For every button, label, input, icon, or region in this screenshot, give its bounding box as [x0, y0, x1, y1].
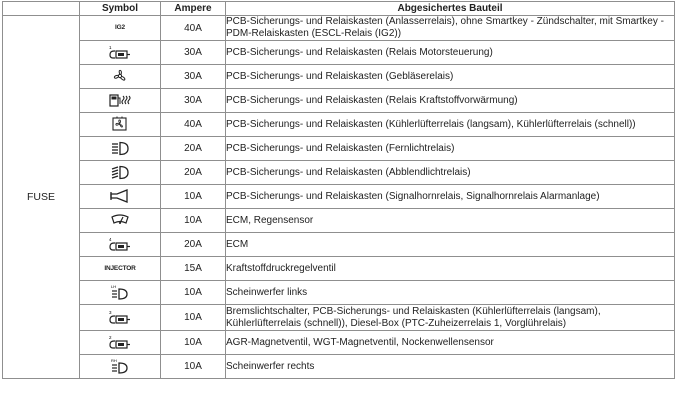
headlamp-side-label: RH [111, 358, 117, 364]
component-cell: Kraftstoffdruckregelventil [226, 257, 675, 281]
engine-1-icon [108, 44, 132, 60]
symbol-cell [80, 209, 161, 233]
ampere-cell: 30A [161, 65, 226, 89]
ampere-cell: 20A [161, 161, 226, 185]
component-cell: AGR-Magnetventil, WGT-Magnetventil, Nockenwellensensor [226, 331, 675, 355]
blower-fan-icon [112, 68, 128, 84]
headlamp-lh-icon [110, 283, 130, 301]
table-row [3, 137, 675, 161]
ampere-cell: 10A [161, 305, 226, 331]
headlamp-rh-icon [110, 357, 130, 375]
ampere-cell: 40A [161, 16, 226, 41]
horn-icon [109, 189, 131, 203]
engine-number: 4 [109, 237, 112, 243]
ampere-cell: 30A [161, 89, 226, 113]
ampere-cell: 10A [161, 331, 226, 355]
ampere-cell: 10A [161, 281, 226, 305]
ampere-cell: 10A [161, 185, 226, 209]
engine-number: 2 [109, 335, 112, 341]
fuel-heater-icon [108, 92, 132, 108]
component-cell: Scheinwerfer links [226, 281, 675, 305]
header-symbol: Symbol [80, 2, 161, 16]
headlamp-side-label: LH [111, 284, 117, 290]
component-cell: Bremslichtschalter, PCB-Sicherungs- und Relaiskasten (Kühlerlüfterrelais (langsam), Kühlerlüfterrelais (schnell)), Diesel-Box (PTC-Zuheizerrelais 1, Vorglührelais) [226, 305, 675, 331]
component-cell: PCB-Sicherungs- und Relaiskasten (Fernlichtrelais) [226, 137, 675, 161]
symbol-cell [80, 331, 161, 355]
table-row [3, 209, 675, 233]
engine-number: 3 [109, 310, 112, 316]
table-row [3, 305, 675, 331]
wiper-icon [111, 213, 129, 227]
symbol-cell [80, 89, 161, 113]
table-row [3, 281, 675, 305]
fuse-table [2, 1, 675, 379]
radiator-fan-icon [111, 116, 129, 132]
component-cell: PCB-Sicherungs- und Relaiskasten (Anlasserrelais), ohne Smartkey - Zündschalter, mit Smartkey - PDM-Relaiskasten (ESCL-Relais (IG2)) [226, 16, 675, 41]
table-row [3, 41, 675, 65]
header-group [3, 2, 80, 16]
ampere-cell: 20A [161, 137, 226, 161]
low-beam-icon [111, 164, 129, 180]
table-row [3, 161, 675, 185]
header-ampere: Ampere [161, 2, 226, 16]
symbol-cell [80, 185, 161, 209]
ampere-cell: 15A [161, 257, 226, 281]
symbol-cell [80, 65, 161, 89]
component-cell: PCB-Sicherungs- und Relaiskasten (Relais Kraftstoffvorwärmung) [226, 89, 675, 113]
component-cell: Scheinwerfer rechts [226, 355, 675, 379]
table-row [3, 16, 675, 41]
ampere-cell: 20A [161, 233, 226, 257]
component-cell: PCB-Sicherungs- und Relaiskasten (Signalhornrelais, Signalhornrelais Alarmanlage) [226, 185, 675, 209]
engine-2-icon [108, 334, 132, 350]
symbol-cell [80, 137, 161, 161]
symbol-cell [80, 305, 161, 331]
table-row [3, 65, 675, 89]
table-row [3, 355, 675, 379]
ampere-cell: 30A [161, 41, 226, 65]
symbol-cell [80, 16, 161, 41]
fuse-group-label: FUSE [3, 16, 80, 379]
table-row [3, 113, 675, 137]
symbol-cell [80, 41, 161, 65]
table-row [3, 331, 675, 355]
table-row [3, 89, 675, 113]
table-row [3, 257, 675, 281]
header-component: Abgesichertes Bauteil [226, 2, 675, 16]
ampere-cell: 40A [161, 113, 226, 137]
component-cell: PCB-Sicherungs- und Relaiskasten (Gebläserelais) [226, 65, 675, 89]
header-row [3, 2, 675, 16]
component-cell: ECM [226, 233, 675, 257]
engine-number: 1 [109, 45, 112, 51]
injector-text-icon: INJECTOR [104, 264, 136, 272]
symbol-cell [80, 233, 161, 257]
engine-4-icon [108, 236, 132, 252]
symbol-cell [80, 161, 161, 185]
component-cell: PCB-Sicherungs- und Relaiskasten (Abblendlichtrelais) [226, 161, 675, 185]
symbol-cell [80, 355, 161, 379]
table-row [3, 185, 675, 209]
symbol-cell [80, 257, 161, 281]
symbol-cell [80, 281, 161, 305]
component-cell: ECM, Regensensor [226, 209, 675, 233]
ampere-cell: 10A [161, 355, 226, 379]
ampere-cell: 10A [161, 209, 226, 233]
table-row [3, 233, 675, 257]
engine-3-icon [108, 309, 132, 325]
component-cell: PCB-Sicherungs- und Relaiskasten (Kühlerlüfterrelais (langsam), Kühlerlüfterrelais (schnell)) [226, 113, 675, 137]
component-cell: PCB-Sicherungs- und Relaiskasten (Relais Motorsteuerung) [226, 41, 675, 65]
high-beam-icon [111, 140, 129, 156]
symbol-cell [80, 113, 161, 137]
ig2-text-icon: IG2 [115, 24, 125, 32]
